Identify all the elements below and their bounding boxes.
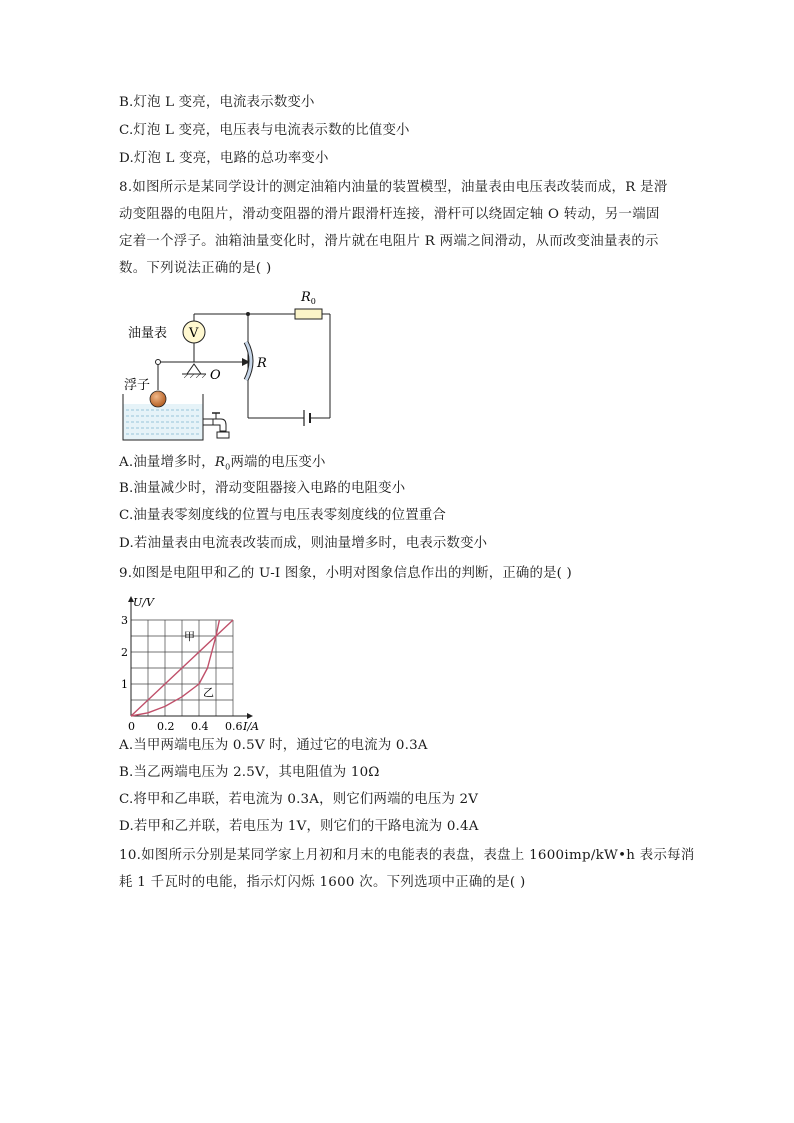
pivot-label: O bbox=[210, 368, 221, 383]
fixed-resistor-r0 bbox=[295, 309, 322, 319]
x-tick-label: 0.4 bbox=[191, 720, 209, 732]
q9-option-d: D.若甲和乙并联，若电压为 1V，则它们的干路电流为 0.4A bbox=[119, 819, 479, 834]
x-tick-label: 0 bbox=[128, 720, 135, 732]
x-tick-label: 0.6 bbox=[225, 720, 243, 732]
oil-meter-label: 油量表 bbox=[128, 326, 168, 341]
rheostat-label: R bbox=[257, 356, 267, 371]
x-axis-arrow bbox=[247, 713, 253, 719]
y-axis-label: U/V bbox=[133, 596, 154, 609]
q8-stem-line-2: 动变阻器的电阻片，滑动变阻器的滑片跟滑杆连接，滑杆可以绕固定轴 O 转动，另一端固 bbox=[119, 207, 660, 222]
series-label-jia: 甲 bbox=[184, 630, 195, 643]
q9-stem: 9.如图是电阻甲和乙的 U-I 图象，小明对图象信息作出的判断，正确的是( ) bbox=[119, 566, 572, 581]
y-tick-label: 2 bbox=[121, 646, 128, 659]
float-ball bbox=[150, 391, 166, 407]
float-label: 浮子 bbox=[124, 378, 151, 393]
faucet-icon bbox=[203, 413, 229, 438]
q9-option-c: C.将甲和乙串联，若电流为 0.3A，则它们两端的电压为 2V bbox=[119, 792, 479, 807]
q8-option-d: D.若油量表由电流表改装而成，则油量增多时，电表示数变小 bbox=[119, 536, 488, 551]
q7-option-d: D.灯泡 L 变亮，电路的总功率变小 bbox=[119, 151, 329, 166]
q9-option-a: A.当甲两端电压为 0.5V 时，通过它的电流为 0.3A bbox=[119, 738, 428, 753]
y-tick-label: 1 bbox=[121, 678, 128, 691]
q8-option-b: B.油量减少时，滑动变阻器接入电路的电阻变小 bbox=[119, 481, 406, 496]
x-tick-label: 0.2 bbox=[157, 720, 175, 732]
series-label-yi: 乙 bbox=[203, 686, 214, 699]
fixed-resistor-label: $R_0$ bbox=[301, 290, 316, 306]
q8-stem bbox=[119, 174, 679, 282]
q10-stem-line-1: 10.如图所示分别是某同学家上月初和月末的电能表的表盘，表盘上 1600imp/kW•h 表示每消 bbox=[119, 848, 695, 863]
pivot-icon bbox=[182, 364, 206, 378]
y-tick-label: 3 bbox=[121, 614, 128, 627]
q10-stem-line-2: 耗 1 千瓦时的电能，指示灯闪烁 1600 次。下列选项中正确的是( ) bbox=[119, 875, 526, 890]
q8-option-a: A.油量增多时，$R_0$两端的电压变小 bbox=[119, 455, 326, 472]
q8-stem-line-3: 定着一个浮子。油箱油量变化时，滑片就在电阻片 R 两端之间滑动，从而改变油量表的示 bbox=[119, 234, 659, 249]
oil-gauge-circuit-diagram bbox=[118, 282, 348, 444]
q8-stem-line-1: 8.如图所示是某同学设计的测定油箱内油量的装置模型，油量表由电压表改装而成，R 是滑 bbox=[119, 180, 668, 195]
u-i-graph bbox=[114, 592, 274, 732]
x-axis-label: I/A bbox=[243, 720, 259, 732]
q8-stem-line-4: 数。下列说法正确的是( ) bbox=[119, 261, 272, 276]
q7-option-c: C.灯泡 L 变亮，电压表与电流表示数的比值变小 bbox=[119, 123, 410, 138]
voltmeter-symbol: V bbox=[189, 326, 199, 341]
q7-option-b: B.灯泡 L 变亮，电流表示数变小 bbox=[119, 95, 315, 110]
q8-option-c: C.油量表零刻度线的位置与电压表零刻度线的位置重合 bbox=[119, 508, 447, 523]
q9-option-b: B.当乙两端电压为 2.5V，其电阻值为 10Ω bbox=[119, 765, 380, 780]
q10-stem bbox=[119, 842, 695, 896]
battery-icon bbox=[304, 410, 310, 426]
